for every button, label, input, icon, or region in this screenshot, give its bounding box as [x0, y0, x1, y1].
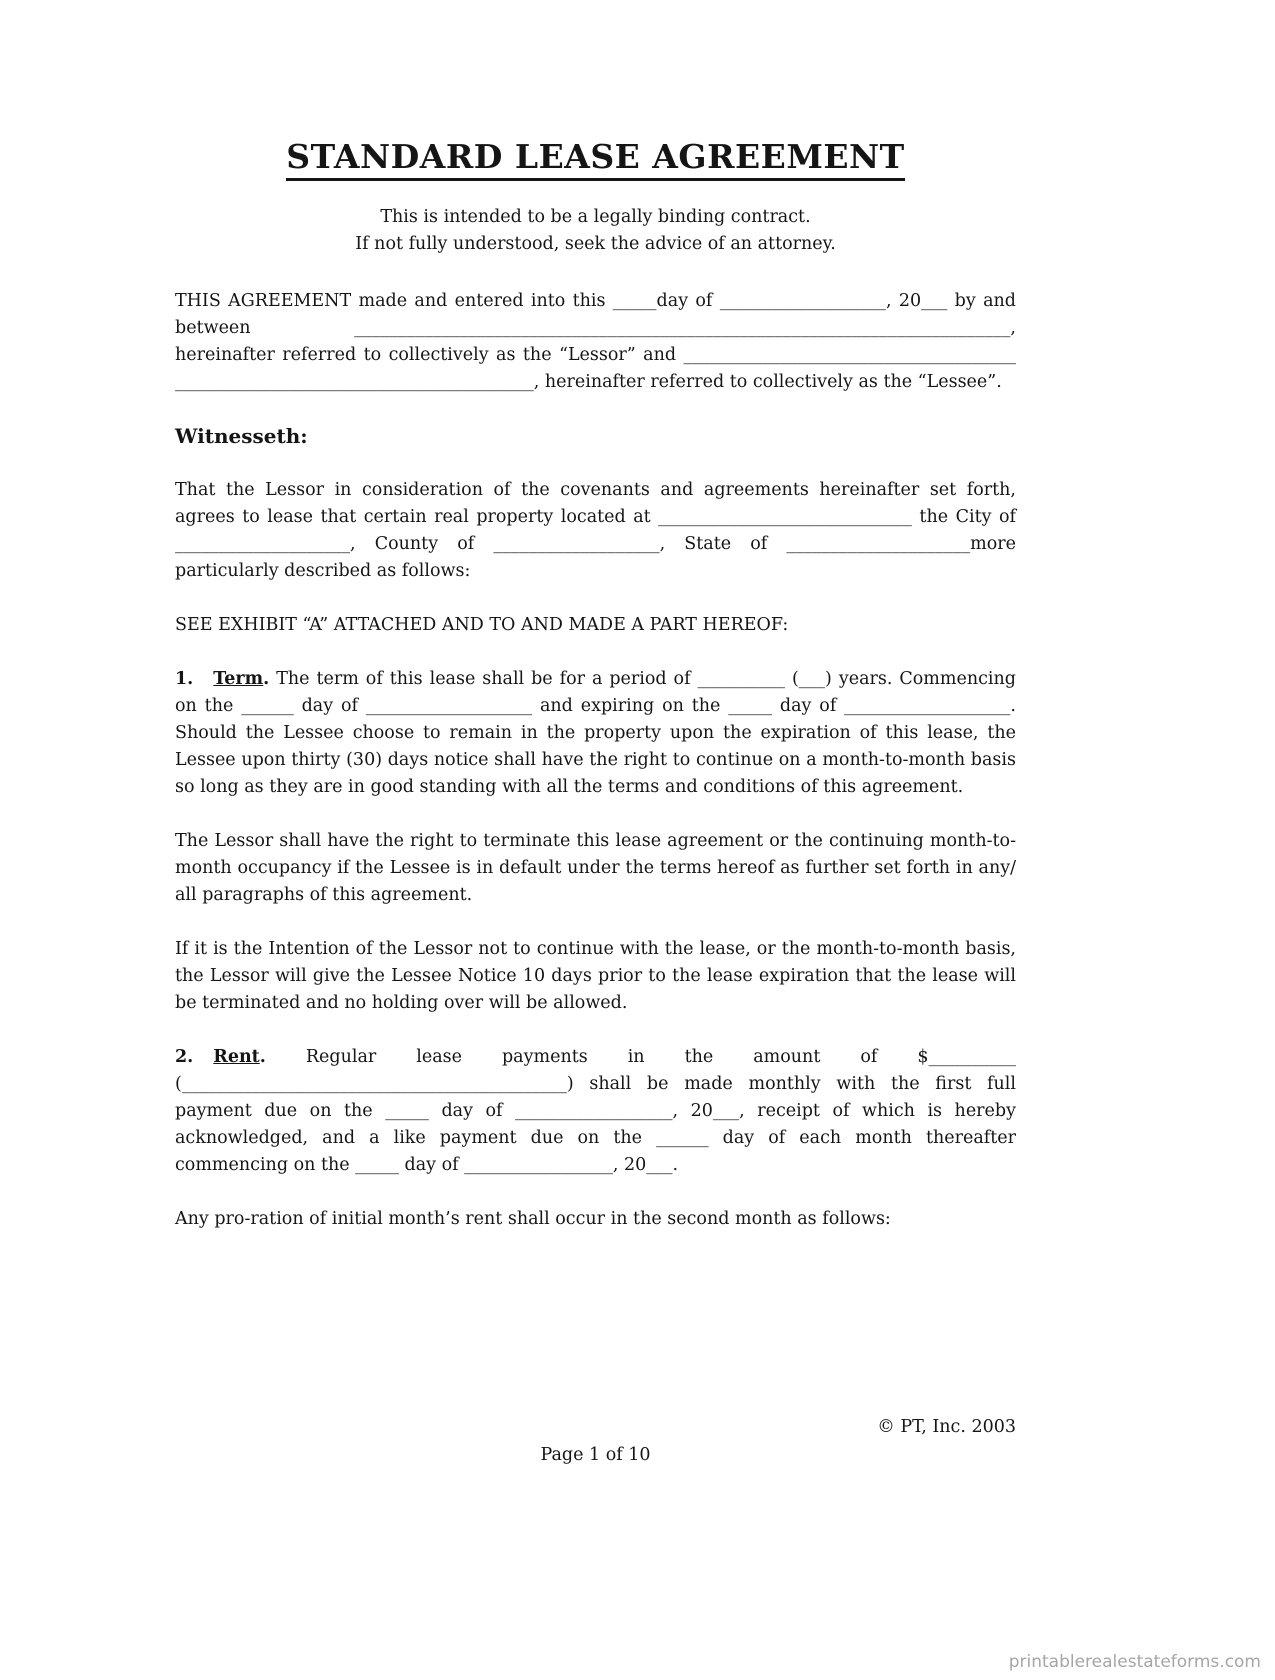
term-section-title: Term: [213, 669, 264, 689]
document-content: [175, 136, 1016, 1260]
page-title: [175, 136, 1016, 178]
rent-section-number: 2.: [175, 1047, 194, 1067]
rent-section-title-dot: .: [259, 1047, 266, 1067]
copyright-notice: © PT, Inc. 2003: [877, 1417, 1016, 1437]
witnesseth-paragraph: That the Lessor in consideration of the covenants and agreements hereinafter set forth, agrees to lease that certain real property located at _____________________________ the City of ____________________, County of ___________________, State of _____________________more particularly described as follows:: [175, 480, 1016, 581]
rent-section: [175, 1044, 1016, 1179]
term-paragraph-2: The Lessor shall have the right to terminate this lease agreement or the continuing month-to-month occupancy if the Lessee is in default under the terms hereof as further set forth in any/ all paragraphs of this agreement.: [175, 831, 1016, 905]
term-section-number: 1.: [175, 669, 194, 689]
site-watermark: printablerealestateforms.com: [1008, 1652, 1261, 1672]
exhibit-line: SEE EXHIBIT “A” ATTACHED AND TO AND MADE A PART HEREOF:: [175, 615, 789, 635]
subtitle-line-1: This is intended to be a legally binding contract.: [380, 207, 811, 227]
term-paragraph-3: If it is the Intention of the Lessor not to continue with the lease, or the month-to-month basis, the Lessor will give the Lessee Notice 10 days prior to the lease expiration that the lease will be terminated and no holding over will be allowed.: [175, 939, 1016, 1013]
document-subtitle: [175, 204, 1016, 258]
term-section: [175, 666, 1016, 801]
proration-paragraph: Any pro-ration of initial month’s rent shall occur in the second month as follows:: [175, 1209, 891, 1229]
rent-section-body: Regular lease payments in the amount of $__________ (____________________________________________) shall be made monthly with the first full payment due on the _____ day of __________________, 20___, receipt of which is hereby acknowledged, and a like payment due on the ______ day of each month thereafter commencing on the _____ day of _________________, 20___.: [175, 1047, 1016, 1175]
term-section-body: The term of this lease shall be for a period of __________ (___) years. Commencing on the ______ day of ___________________ and expiring on the _____ day of ___________________. Should the Lessee choose to remain in the property upon the expiration of this lease, the Lessee upon thirty (30) days notice shall have the right to continue on a month-to-month basis so long as they are in good standing with all the terms and conditions of this agreement.: [175, 669, 1016, 797]
subtitle-line-2: If not fully understood, seek the advice of an attorney.: [355, 234, 836, 254]
intro-paragraph: THIS AGREEMENT made and entered into this _____day of ___________________, 20___ by and between ___________________________________________________________________________, hereinafter referred to collectively as the “Lessor” and ______________________________________ _________________________________________, hereinafter referred to collectively as the “Lessee”.: [175, 291, 1016, 392]
page-number: Page 1 of 10: [540, 1445, 651, 1465]
term-section-title-dot: .: [263, 669, 270, 689]
witnesseth-heading: Witnesseth:: [175, 424, 308, 448]
page-title-text: STANDARD LEASE AGREEMENT: [286, 137, 904, 181]
rent-section-title: Rent: [213, 1047, 260, 1067]
